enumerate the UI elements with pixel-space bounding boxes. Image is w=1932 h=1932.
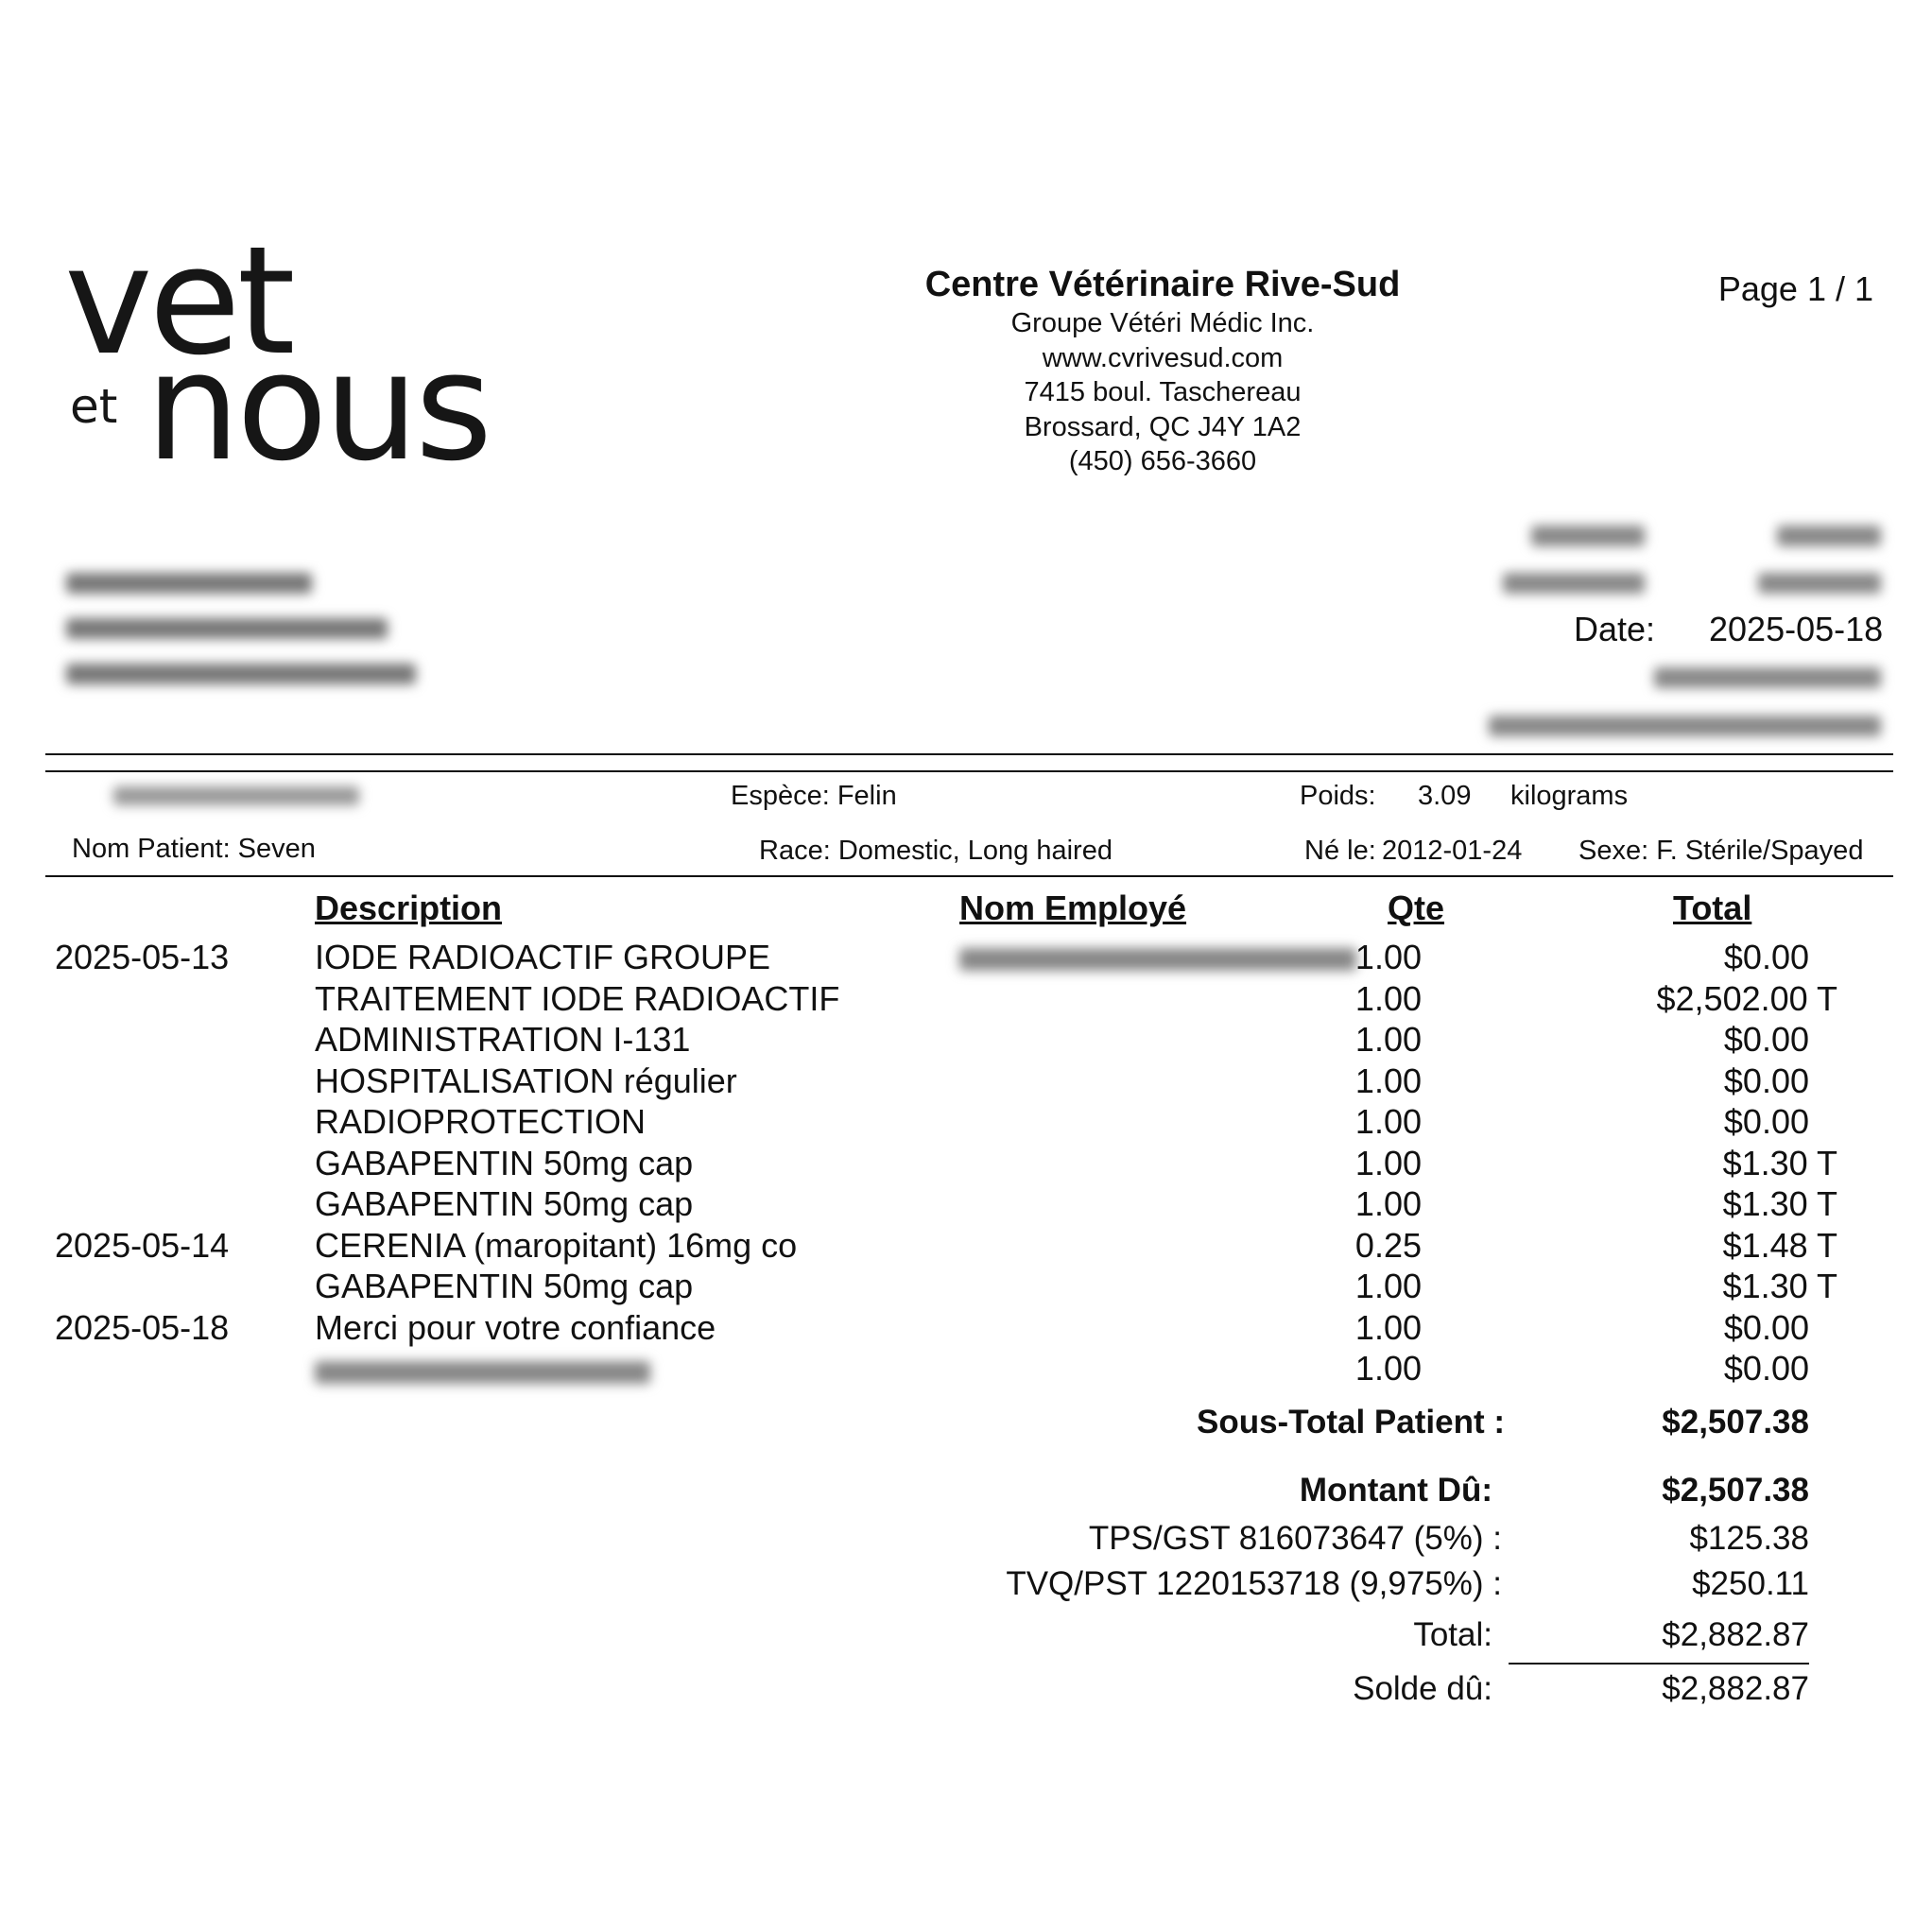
line-item-description: RADIOPROTECTION [315,1102,647,1141]
client-email-redacted [1489,716,1881,736]
subtotal-value: $2,507.38 [1662,1404,1809,1440]
patient-breed: Race: Domestic, Long haired [759,836,1113,866]
clinic-street: 7415 boul. Taschereau [1024,377,1302,407]
header-rule-top [45,753,1893,755]
line-item-total: $0.00 [1723,1020,1809,1059]
line-item-total: $1.48 T [1722,1226,1837,1265]
subtotal-label: Sous-Total Patient : [1196,1404,1505,1440]
logo-vet: vet [64,215,292,388]
balance-label: Solde dû: [1353,1670,1492,1707]
patient-species: Espèce: Felin [731,781,897,811]
patient-birth-value: 2012-01-24 [1382,836,1523,866]
balance-value: $2,882.87 [1662,1670,1809,1707]
line-item-total: $0.00 [1723,938,1809,976]
clinic-header [832,263,1493,479]
line-item-qty: 1.00 [1354,1020,1422,1059]
line-item-total: $1.30 T [1722,1184,1837,1223]
total-rule [1509,1663,1809,1665]
line-item-qty: 0.25 [1354,1226,1422,1265]
col-header-qty: Qte [1388,888,1445,927]
line-item-qty: 1.00 [1354,979,1422,1018]
line-item-date: 2025-05-14 [55,1226,230,1265]
header-rule-bottom [45,770,1893,772]
line-item-description: GABAPENTIN 50mg cap [315,1184,694,1223]
col-header-employee: Nom Employé [959,888,1187,927]
line-item-qty: 1.00 [1354,1184,1422,1223]
client-phone-redacted [1654,667,1881,688]
invoice-number-redacted [1503,573,1645,594]
line-item-date: 2025-05-18 [55,1308,230,1347]
client-number-value-redacted [1777,526,1881,546]
patient-weight-value: 3.09 [1418,781,1472,811]
line-item-qty: 1.00 [1354,1267,1422,1305]
line-item-total: $0.00 [1723,1349,1809,1388]
line-item-qty: 1.00 [1354,1308,1422,1347]
line-item-qty: 1.00 [1354,1144,1422,1182]
page-number: Page 1 / 1 [1717,269,1873,308]
patient-rule [45,875,1893,877]
logo-nous: nous [146,320,490,494]
invoice-date-label: Date: [1574,610,1656,648]
client-number-redacted [1531,526,1645,546]
line-item-qty: 1.00 [1354,1102,1422,1141]
pst-label: TVQ/PST 1220153718 (9,975%) : [1006,1565,1502,1602]
line-item-description: ADMINISTRATION I-131 [315,1020,691,1059]
line-item-qty: 1.00 [1354,938,1422,976]
patient-id-redacted [113,786,359,805]
line-item-total: $1.30 T [1722,1267,1837,1305]
line-item-total: $0.00 [1723,1308,1809,1347]
line-item-total: $0.00 [1723,1102,1809,1141]
patient-birth-label: Né le: [1304,836,1376,866]
amount-due-value: $2,507.38 [1662,1472,1809,1509]
patient-name: Nom Patient: Seven [72,834,316,864]
pst-value: $250.11 [1692,1565,1809,1602]
clinic-name: Centre Vétérinaire Rive-Sud [924,265,1401,304]
clinic-city: Brossard, QC J4Y 1A2 [1024,411,1302,442]
amount-due-label: Montant Dû: [1299,1472,1492,1509]
gst-label: TPS/GST 816073647 (5%) : [1088,1520,1502,1557]
clinic-company: Groupe Vétéri Médic Inc. [1010,308,1315,338]
line-item-description: HOSPITALISATION régulier [315,1061,737,1100]
patient-sex: Sexe: F. Stérile/Spayed [1578,836,1864,866]
employee-name-redacted [959,948,1356,971]
line-item-description: GABAPENTIN 50mg cap [315,1267,694,1305]
gst-value: $125.38 [1689,1520,1809,1557]
col-header-description: Description [315,888,503,927]
total-label: Total: [1413,1616,1492,1653]
clinic-website: www.cvrivesud.com [1042,342,1284,373]
line-item-total: $1.30 T [1722,1144,1837,1182]
patient-weight-label: Poids: [1300,781,1376,811]
line-item-qty: 1.00 [1354,1349,1422,1388]
line-item-description: GABAPENTIN 50mg cap [315,1144,694,1182]
total-value: $2,882.87 [1662,1616,1809,1653]
patient-weight-unit: kilograms [1510,781,1629,811]
line-item-note-redacted [315,1361,650,1384]
line-item-description: CERENIA (maropitant) 16mg co [315,1226,798,1265]
clinic-phone: (450) 656-3660 [1068,446,1257,476]
col-header-total: Total [1673,888,1752,927]
line-item-total: $0.00 [1723,1061,1809,1100]
invoice-number-value-redacted [1758,573,1881,594]
line-item-description: IODE RADIOACTIF GROUPE [315,938,771,976]
line-item-qty: 1.00 [1354,1061,1422,1100]
invoice-date-value: 2025-05-18 [1709,610,1884,648]
line-item-total: $2,502.00 T [1656,979,1837,1018]
client-address-redacted [66,558,416,684]
line-item-description: TRAITEMENT IODE RADIOACTIF [315,979,840,1018]
logo-et: et [70,379,118,434]
line-item-date: 2025-05-13 [55,938,230,976]
line-item-description: Merci pour votre confiance [315,1308,716,1347]
